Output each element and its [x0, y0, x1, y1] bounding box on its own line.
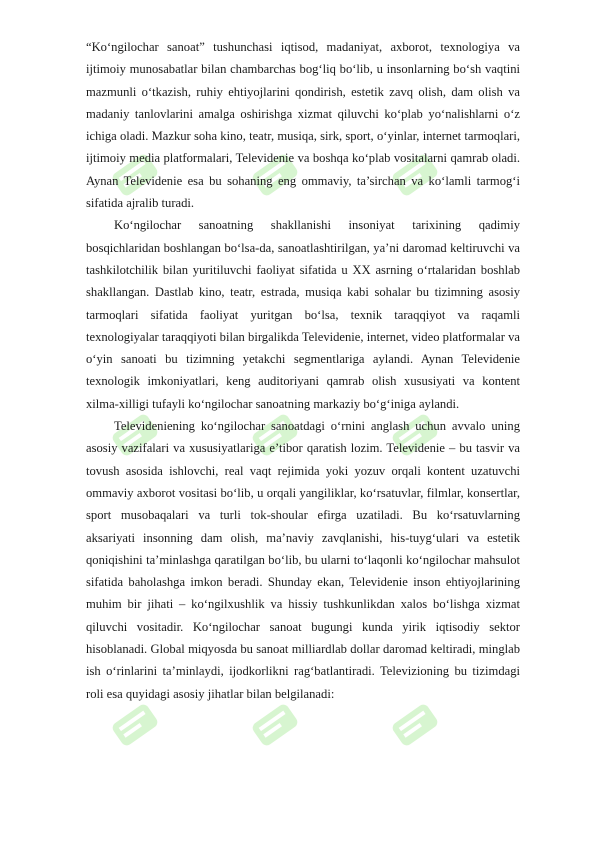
paragraph-2: Ko‘ngilochar sanoatning shakllanishi insoniyat tarixining qadimiy bosqichlaridan boshlangan bo‘lsa-da, sanoatlashtirilgan, ya’ni daromad keltiruvchi va tashkilotchilik bilan yuritiluvchi faoliyat sifatida u XX asrning o‘rtalaridan boshlab shakllangan. Dastlab kino, teatr, estrada, musiqa kabi sohalar bu tizimning asosiy tarmoqlari sifatida faoliyat yuritgan bo‘lsa, texnik taraqqiyot va raqamli texnologiyalar taraqqiyoti bilan birgalikda Televidenie, internet, video platformalar va o‘yin sanoati bu tizimning yetakchi segmentlariga aylandi. Aynan Televidenie texnologik imkoniyatlari, keng auditoriyani qamrab olish xususiyati va kontent xilma-xilligi tufayli ko‘ngilochar sanoatning markaziy bo‘g‘iniga aylandi. [86, 218, 520, 411]
paragraph-3: Televideniening ko‘ngilochar sanoatdagi o‘rnini anglash uchun avvalo uning asosiy vazifalari va xususiyatlariga e’tibor qaratish lozim. Televidenie – bu tasvir va tovush asosida ishlovchi, real vaqt rejimida yoki yozuv orqali kontent uzatuvchi ommaviy axborot vositasi bo‘lib, u orqali yangiliklar, ko‘rsatuvlar, filmlar, konsertlar, sport musobaqalari va turli tok-shoular efirga uzatiladi. Bu ko‘rsatuvlarning aksariyati insonning dam olish, ma’naviy zavqlanishi, his-tuyg‘ulari va estetik qoniqishini ta’minlashga qaratilgan bo‘lib, bu ularni to‘laqonli ko‘ngilochar mahsulot sifatida baholashga imkon beradi. Shunday ekan, Televidenie inson ehtiyojlarining muhim bir jihati – ko‘ngilxushlik va hissiy tushkunlikdan xalos bo‘lishga xizmat qiluvchi vositadir. Ko‘ngilochar sanoat bugungi kunda yirik iqtisodiy sektor hisoblanadi. Global miqyosda bu sanoat milliardlab dollar daromad keltiradi, minglab ish o‘rinlarini ta’minlaydi, ijodkorlikni rag‘batlantiradi. Televizioning bu tizimdagi roli esa quyidagi asosiy jihatlar bilan belgilanadi: [86, 419, 520, 701]
paragraph-1: “Ko‘ngilochar sanoat” tushunchasi iqtisod, madaniyat, axborot, texnologiya va ijtimoiy munosabatlar bilan chambarchas bog‘liq bo‘lib, u insonlarning bo‘sh vaqtini mazmunli o‘tkazish, ruhiy ehtiyojlarini qondirish, estetik zavq olish, dam olish va madaniy tanlovlarini amalga oshirishga xizmat qiluvchi ko‘plab yo‘nalishlarni o‘z ichiga oladi. Mazkur soha kino, teatr, musiqa, sirk, sport, o‘yinlar, internet tarmoqlari, ijtimoiy media platformalari, Televidenie va boshqa ko‘plab vositalarni qamrab oladi. Aynan Televidenie esa bu sohaning eng ommaviy, ta’sirchan va ko‘lamli tarmog‘i sifatida ajralib turadi. [86, 40, 520, 211]
body-text [86, 36, 520, 705]
